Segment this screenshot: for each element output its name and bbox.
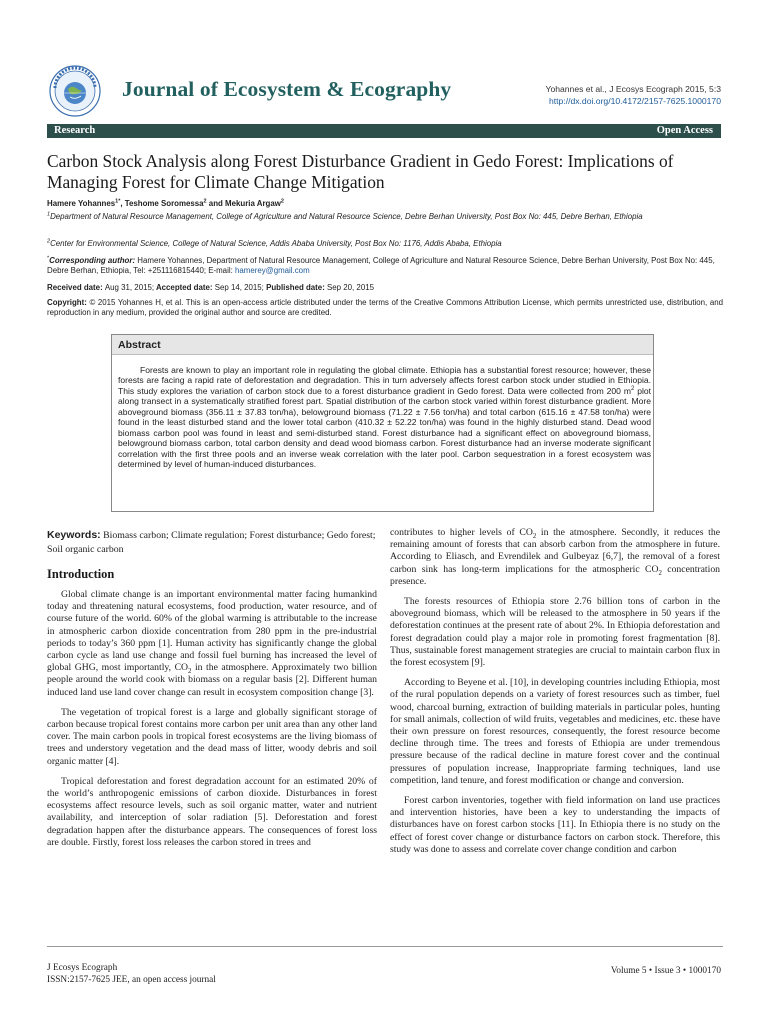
copyright-text: © 2015 Yohannes H, et al. This is an open-access article distributed under the terms of the Creative Commons Attribution License, which permits unrestricted use, distribution, and reproduction in any medium, provided the original author and source are credited. bbox=[47, 298, 723, 318]
footer-journal-info bbox=[47, 962, 216, 986]
email-link[interactable]: hamerey@gmail.com bbox=[234, 266, 310, 276]
affiliation-1 bbox=[47, 212, 723, 222]
section-heading-introduction: Introduction bbox=[47, 567, 115, 581]
published-label: Published date: bbox=[266, 283, 325, 292]
right-column bbox=[390, 527, 720, 864]
author-sup: 2 bbox=[280, 198, 284, 205]
author-name: Mekuria Argaw bbox=[225, 199, 281, 208]
received-label: Received date: bbox=[47, 283, 103, 292]
article-type-bar bbox=[47, 124, 721, 138]
corresponding-text: Hamere Yohannes, Department of Natural Resource Management, College of Agriculture and Natural Resource Science, Debre Berhan University, Post Box No: 445, Debre Berhan, Ethiopia, Tel: +251116815440; E-mail: bbox=[47, 256, 715, 276]
author-sup: 1* bbox=[115, 198, 121, 205]
received-date: Aug 31, 2015; bbox=[104, 283, 155, 292]
journal-title: Journal of Ecosystem & Ecography bbox=[122, 77, 452, 101]
paragraph: The forests resources of Ethiopia store 2.76 billion tons of carbon in the aboveground biomass, which will be released to the atmosphere in 50 years if the deforestation continues at the present rate of about 2%. In Ethiopia deforestation and forest degradation could play a major role in promoting forest fragmentation [8]. Thus, sustainable forest management strategies are crucial to maintain carbon flux in the forest ecosystem [9]. bbox=[390, 596, 720, 669]
author-name: Teshome Soromessa bbox=[124, 199, 204, 208]
article-type-label: Research bbox=[54, 125, 96, 136]
footer-issn: ISSN:2157-7625 JEE, an open access journal bbox=[47, 975, 216, 985]
abstract-sup: 2 bbox=[630, 386, 635, 393]
paragraph: According to Beyene et al. [10], in developing countries including Ethiopia, most of the rural population depends on a variety of forest resources such as timber, fuel wood, charcoal burning, extraction of building materials in particular poles, hunting for small animals, collection of wild fruits, vegetables and medicines, etc. these have their own pressure on forest resources, consequently, the forest resource become decline through time. The trees and forests of Ethiopia are under tremendous pressure because of the radical decline in mature forest cover and the continual pressures of population increase, Inappropriate farming techniques, land use competition, land tenure, and forest modification or change and conversion. bbox=[390, 677, 720, 786]
corresponding-label: Corresponding author: bbox=[49, 256, 136, 265]
left-column bbox=[47, 589, 377, 857]
paragraph bbox=[390, 527, 720, 588]
corresponding-author: *Corresponding author: Hamere Yohannes, Department of Natural Resource Management, College of Agriculture and Natural Resource Science, Debre Berhan University, Post Box No: 445, Debre Berhan, Ethiopia, Tel: +251116815440; E-mail: hamerey@gmail.com bbox=[47, 255, 715, 276]
publisher-logo-icon bbox=[48, 64, 102, 118]
paragraph-text: in the atmosphere. Secondly, it reduces the remaining amount of forests that can absorb carbon from the atmosphere in future. According to Eliasch, and Evrendilek and Gulbeyaz [6,7], the removal of a forest carbon sink has long-term implications for the atmospheric CO bbox=[390, 527, 720, 575]
keywords-text: Biomass carbon; Climate regulation; Forest disturbance; Gedo forest; Soil organic carbon bbox=[47, 530, 376, 555]
footer-divider bbox=[47, 946, 723, 947]
affiliation-2 bbox=[47, 239, 723, 249]
affiliation-sup: 2 bbox=[47, 238, 51, 245]
paragraph-text: in the atmosphere. Approximately two billion people around the world cook with biomass on a regular basis [2]. Different human induced land use land cover change can result in ecosystem composition change [3]. bbox=[47, 662, 378, 698]
accepted-date: Sep 14, 2015; bbox=[214, 283, 264, 292]
abstract-text-part: plot along transect in a systematically stratified forest part. Spatial distribution of the carbon stock varied within forest disturbance gradient. More aboveground biomass (356.11 ± 37.83 ton/ha), belowground biomass (71.22 ± 7.56 ton/ha) and total carbon (615.16 ± 47.58 ton/ha) were found in the least disturbed stand and the lower total carbon (410.32 ± 52.22 ton/ha) was found in the highly disturbed stand. Dead wood biomass carbon pool was found in least and semi-disturbed stand. Forest disturbance had a significant effect on aboveground biomass, belowground biomass carbon, total carbon density and dead wood biomass carbon. Forest disturbance had an inverse moderate significant correlation with the first three pools and an inverse weak correlation with the later pool. Carbon sequestration in a forest ecosystem was determined by level of human-induced disturbances. bbox=[118, 385, 651, 470]
paragraph bbox=[47, 589, 377, 699]
abstract-text-part: Forests are known to play an important role in regulating the global climate. Ethiopia has a substantial forest resource; however, these forests are facing a rapid rate of deforestation and degradation. This in turn adversely affects forest carbon stock under studied in Ethiopia. This study explores the variation of carbon stock due to a forest disturbance gradient in Gedo forest. Data were collected from 200 m bbox=[118, 365, 651, 396]
subscript: 2 bbox=[532, 532, 537, 540]
keywords bbox=[47, 528, 377, 557]
paragraph: The vegetation of tropical forest is a large and globally significant storage of carbon because tropical forest contains more carbon per unit area than any other land cover. The main carbon pools in tropical forest ecosystems are the living biomass of trees and understory vegetation and the dead mass of litter, woody debris and soil organic matter [4]. bbox=[47, 706, 377, 767]
keywords-label: Keywords: bbox=[47, 529, 101, 541]
affiliation-sup: 1 bbox=[47, 211, 51, 218]
author-name: Hamere Yohannes bbox=[47, 199, 116, 208]
affiliation-text: Center for Environmental Science, College of Natural Science, Addis Ababa University, Post Box No: 1176, Addis Ababa, Ethiopia bbox=[50, 239, 502, 248]
author-sup: 2 bbox=[203, 198, 207, 205]
abstract-heading: Abstract bbox=[112, 335, 653, 355]
dates-line bbox=[47, 283, 723, 293]
footer-journal-abbrev: J Ecosys Ecograph bbox=[47, 963, 118, 973]
subscript: 2 bbox=[658, 569, 662, 577]
paragraph: Tropical deforestation and forest degradation account for an estimated 20% of the world’s anthropogenic emissions of carbon dioxide. Disturbances in forest ecosystems affect resource levels, such as soil organic matter, water and nutrient availability, and interception of solar radiation [5]. Deforestation and forest degradation happen after the disturbance appears. The consequences of forest loss are double. Firstly, forest loss releases the carbon stored in trees and bbox=[47, 775, 377, 848]
published-date: Sep 20, 2015 bbox=[327, 283, 374, 292]
abstract-text bbox=[118, 365, 651, 470]
paragraph-text: contributes to higher levels of CO bbox=[390, 527, 533, 538]
citation-text: Yohannes et al., J Ecosys Ecograph 2015, 5:3 bbox=[545, 84, 721, 94]
paragraph-text: Global climate change is an important environmental matter facing humankind today and threatening natural ecosystems, food production, water resource, and of course future of the world. 60% of the global warming is attributable to the increase in atmospheric carbon dioxide concentration from 280 ppm in the pre-industrial periods to today’s 360 ppm [1]. Human activity has significantly change the global carbon cycle as land use change and fossil fuel burning has increased the level of global GHG, most importantly, CO bbox=[47, 589, 377, 674]
paragraph: Forest carbon inventories, together with field information on land use practices and intervention histories, have been a key to understanding the impacts of disturbances have on forest carbon stocks [11]. In Ethiopia there is no study on the effect of forest cover change or disturbance factors on carbon stock. Therefore, this study was done to assess and correlate cover change condition and carbon bbox=[390, 795, 720, 855]
doi-link[interactable]: http://dx.doi.org/10.4172/2157-7625.1000170 bbox=[548, 96, 721, 106]
citation-block bbox=[546, 83, 722, 107]
footer-volume-info: Volume 5 • Issue 3 • 1000170 bbox=[610, 966, 721, 976]
author-list: Hamere Yohannes$^{1*}$, Teshome Soromessa$^2$ and Mekuria Argaw$^2$ bbox=[47, 198, 284, 208]
paragraph-text: concentration presence. bbox=[390, 563, 721, 587]
article-title: Carbon Stock Analysis along Forest Disturbance Gradient in Gedo Forest: Implications of Managing Forest for Climate Change Mitigation bbox=[47, 151, 674, 192]
copyright-notice bbox=[47, 298, 723, 319]
subscript: 2 bbox=[188, 668, 192, 676]
accepted-label: Accepted date: bbox=[155, 283, 213, 292]
affiliation-text: Department of Natural Resource Management, College of Agriculture and Natural Resource Science, Debre Berhan University, Post Box No: 445, Debre Berhan, Ethiopia bbox=[50, 212, 643, 221]
open-access-label: Open Access bbox=[656, 125, 713, 136]
copyright-label: Copyright: bbox=[47, 298, 87, 307]
abstract-box bbox=[111, 334, 654, 512]
